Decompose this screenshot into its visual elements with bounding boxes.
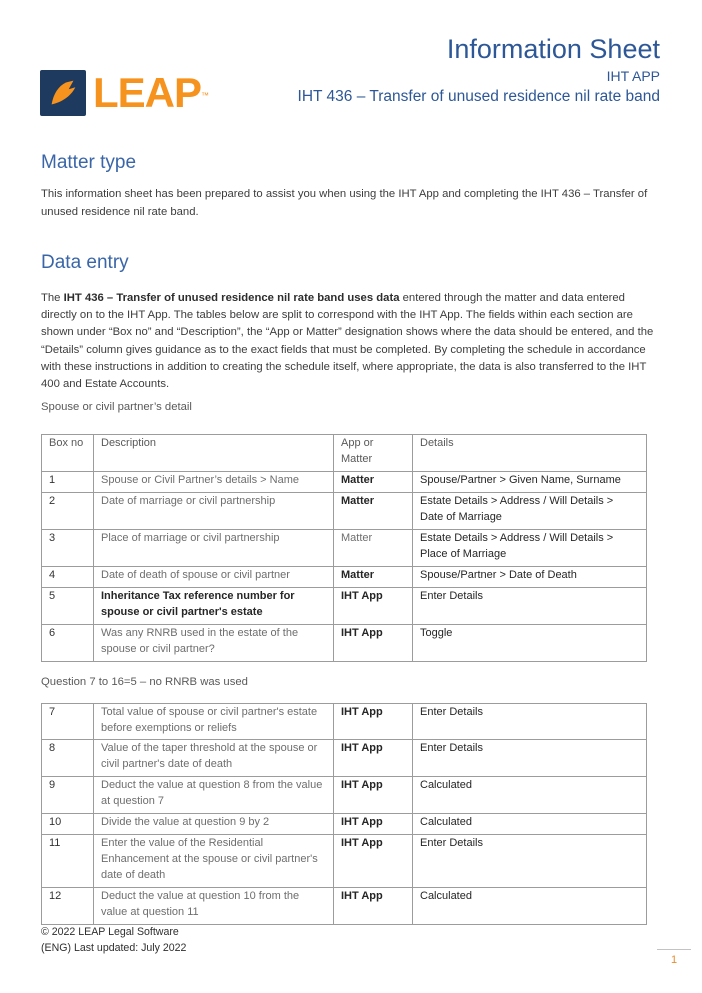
paragraph-text: The	[41, 291, 64, 304]
cell-details: Calculated	[413, 777, 647, 814]
table-row	[42, 835, 647, 888]
cell-description: Divide the value at question 9 by 2	[94, 814, 334, 835]
table-row	[42, 493, 647, 530]
cell-app-or-matter: Matter	[334, 566, 413, 587]
leap-logo-icon	[40, 70, 86, 116]
footer-copyright: © 2022 LEAP Legal Software	[41, 926, 179, 939]
page-number-block	[657, 949, 691, 966]
cell-box-no: 3	[42, 530, 94, 567]
table-row	[42, 624, 647, 661]
cell-description: Total value of spouse or civil partner's estate before exemptions or reliefs	[94, 703, 334, 740]
table-row	[42, 814, 647, 835]
cell-details: Spouse/Partner > Given Name, Surname	[413, 472, 647, 493]
paragraph-bold-text: IHT 436 – Transfer of unused residence nil rate band uses data	[63, 291, 400, 304]
matter-type-paragraph: This information sheet has been prepared to assist you when using the IHT App and completing the IHT 436 – Transfer of unused residence nil rate band.	[41, 188, 648, 218]
cell-details: Spouse/Partner > Date of Death	[413, 566, 647, 587]
leap-bird-icon	[44, 74, 82, 112]
cell-box-no: 7	[42, 703, 94, 740]
table-row	[42, 703, 647, 740]
cell-app-or-matter: IHT App	[334, 777, 413, 814]
cell-details: Toggle	[413, 624, 647, 661]
subtitle-app: IHT APP	[606, 68, 660, 85]
table-row	[42, 887, 647, 924]
spouse-details-table	[41, 434, 647, 661]
table-row	[42, 740, 647, 777]
cell-description: Deduct the value at question 10 from the value at question 11	[94, 887, 334, 924]
leap-logo	[40, 70, 209, 116]
cell-box-no: 9	[42, 777, 94, 814]
table1-caption: Spouse or civil partner’s detail	[41, 401, 192, 414]
cell-app-or-matter: IHT App	[334, 703, 413, 740]
cell-box-no: 5	[42, 587, 94, 624]
page-number: 1	[670, 954, 678, 966]
cell-box-no: 8	[42, 740, 94, 777]
cell-app-or-matter: Matter	[334, 530, 413, 567]
page-title: Information Sheet	[446, 34, 660, 64]
col-header-description: Description	[94, 435, 334, 472]
table-row	[42, 777, 647, 814]
data-entry-paragraph	[41, 290, 656, 394]
subtitle-form: IHT 436 – Transfer of unused residence nil rate band	[297, 87, 660, 105]
cell-box-no: 6	[42, 624, 94, 661]
cell-app-or-matter: IHT App	[334, 587, 413, 624]
col-header-app-or-matter: App or Matter	[334, 435, 413, 472]
heading-matter-type: Matter type	[41, 151, 137, 173]
cell-details: Calculated	[413, 887, 647, 924]
heading-data-entry: Data entry	[41, 251, 129, 273]
document-header	[0, 0, 702, 116]
table-row	[42, 587, 647, 624]
cell-box-no: 4	[42, 566, 94, 587]
footer-last-updated: (ENG) Last updated: July 2022	[41, 942, 187, 955]
cell-details: Estate Details > Address / Will Details > Place of Marriage	[413, 530, 647, 567]
cell-box-no: 10	[42, 814, 94, 835]
cell-description: Date of death of spouse or civil partner	[94, 566, 334, 587]
cell-box-no: 1	[42, 472, 94, 493]
cell-app-or-matter: Matter	[334, 493, 413, 530]
cell-details: Enter Details	[413, 740, 647, 777]
cell-details: Estate Details > Address / Will Details > Date of Marriage	[413, 493, 647, 530]
questions-table	[41, 703, 647, 925]
cell-app-or-matter: Matter	[334, 472, 413, 493]
table-header-row	[42, 435, 647, 472]
cell-description: Deduct the value at question 8 from the value at question 7	[94, 777, 334, 814]
cell-details: Enter Details	[413, 835, 647, 888]
question-note: Question 7 to 16=5 – no RNRB was used	[41, 675, 248, 688]
cell-app-or-matter: IHT App	[334, 814, 413, 835]
col-header-box-no: Box no	[42, 435, 94, 472]
cell-box-no: 11	[42, 835, 94, 888]
cell-description: Place of marriage or civil partnership	[94, 530, 334, 567]
cell-box-no: 12	[42, 887, 94, 924]
table-row	[42, 530, 647, 567]
cell-description: Value of the taper threshold at the spouse or civil partner's date of death	[94, 740, 334, 777]
cell-box-no: 2	[42, 493, 94, 530]
cell-details: Enter Details	[413, 703, 647, 740]
document-body	[0, 152, 702, 925]
cell-app-or-matter: IHT App	[334, 624, 413, 661]
table-row	[42, 566, 647, 587]
paragraph-text: entered through the matter and data entered directly on to the IHT App. The tables below are split to correspond with the IHT App. The fields within each section are shown under “Box no” and “Description”, the “App or Matter” designation shows where the data should be entered, and the “Details” column gives guidance as to the exact fields that must be completed. By completing the schedule in accordance with these instructions in addition to creating the schedule itself, where appropriate, the data is also transferred to the IHT 400 and Estate Accounts.	[41, 291, 654, 391]
cell-details: Enter Details	[413, 587, 647, 624]
cell-description: Date of marriage or civil partnership	[94, 493, 334, 530]
cell-app-or-matter: IHT App	[334, 887, 413, 924]
cell-details: Calculated	[413, 814, 647, 835]
table-row	[42, 472, 647, 493]
cell-app-or-matter: IHT App	[334, 835, 413, 888]
col-header-details: Details	[413, 435, 647, 472]
leap-logo-text: LEAP	[93, 69, 202, 116]
cell-app-or-matter: IHT App	[334, 740, 413, 777]
cell-description: Enter the value of the Residential Enhancement at the spouse or civil partner's date of death	[94, 835, 334, 888]
cell-description: Was any RNRB used in the estate of the spouse or civil partner?	[94, 624, 334, 661]
cell-description: Inheritance Tax reference number for spouse or civil partner's estate	[94, 587, 334, 624]
cell-description: Spouse or Civil Partner’s details > Name	[94, 472, 334, 493]
trademark-mark: ™	[201, 90, 210, 100]
document-footer	[41, 925, 186, 957]
